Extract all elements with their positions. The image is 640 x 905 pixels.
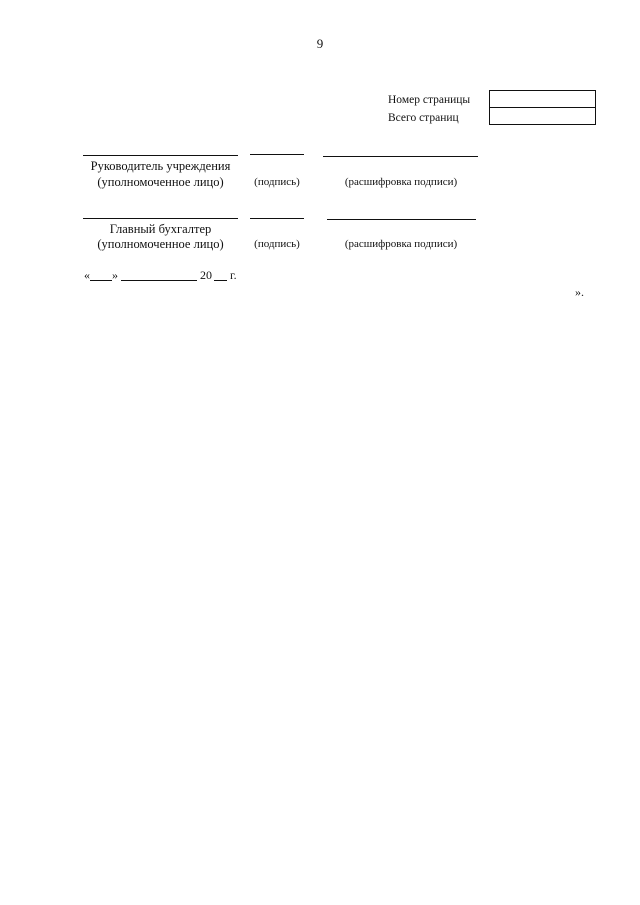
date-open-quote: «	[84, 268, 90, 282]
decoding-caption: (расшифровка подписи)	[344, 238, 458, 250]
total-pages-field	[489, 107, 596, 125]
page-number: 9	[316, 36, 324, 51]
year-prefix: 20	[200, 268, 212, 282]
closing-quote: ».	[575, 285, 584, 299]
page-number-label: Номер страницы	[388, 94, 471, 106]
position-line	[83, 155, 238, 156]
signature-line	[250, 218, 304, 219]
position-title: Главный бухгалтер	[109, 222, 212, 236]
date-close-quote: »	[112, 268, 118, 282]
month-blank	[121, 280, 197, 281]
position-line	[83, 218, 238, 219]
year-suffix: г.	[230, 268, 237, 282]
decoding-line	[323, 156, 478, 157]
date-line	[84, 268, 237, 283]
total-pages-label: Всего страниц	[388, 112, 459, 124]
signature-caption: (подпись)	[254, 238, 300, 250]
decoding-caption: (расшифровка подписи)	[344, 176, 458, 188]
position-subtitle: (уполномоченное лицо)	[97, 175, 224, 189]
position-subtitle: (уполномоченное лицо)	[97, 237, 224, 251]
signature-line	[250, 154, 304, 155]
day-blank	[90, 280, 112, 281]
page-number-field	[489, 90, 596, 108]
decoding-line	[327, 219, 476, 220]
year-blank	[214, 280, 227, 281]
signature-caption: (подпись)	[254, 176, 300, 188]
position-title: Руководитель учреждения	[90, 159, 231, 173]
